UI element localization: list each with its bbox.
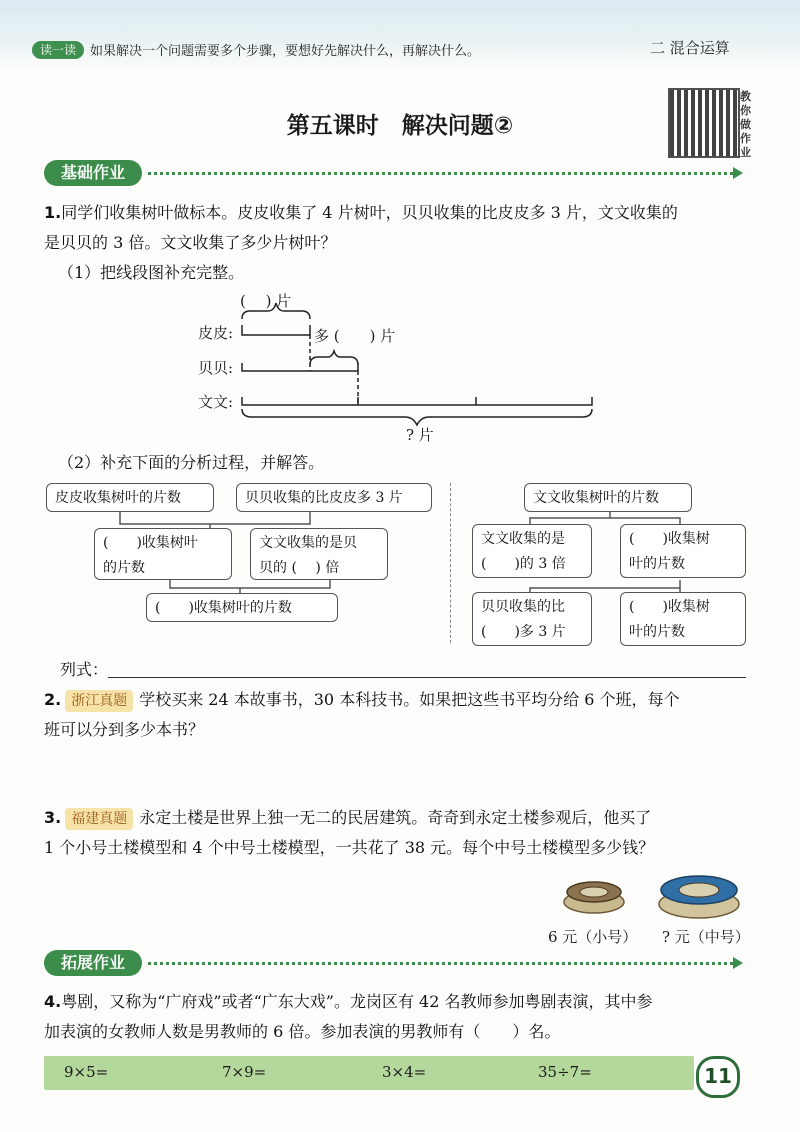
oral-calc-3: 3×4= <box>382 1063 427 1081</box>
right-box-more-three[interactable] <box>472 592 592 646</box>
question-3-line2: 1 个小号土楼模型和 4 个中号土楼模型，一共花了 38 元。每个中号土楼模型多少钱？ <box>44 838 655 857</box>
formula-label: 列式： <box>60 660 109 679</box>
question-1-text <box>44 198 764 258</box>
right-box-who-count-2-l1: ( )收集树 <box>629 599 710 615</box>
question-1-part2: （2）补充下面的分析过程，并解答。 <box>58 453 325 472</box>
medium-price-label: ? 元（中号） <box>662 928 750 946</box>
oral-calc-bar <box>44 1056 694 1090</box>
segment-beibei <box>242 363 358 371</box>
right-box-who-count-l1: ( )收集树 <box>629 531 710 547</box>
medium-tulou-icon <box>655 868 745 922</box>
section-divider <box>148 962 733 965</box>
small-tulou-icon <box>560 872 630 916</box>
reading-tip: 如果解决一个问题需要多个步骤，要想好先解决什么，再解决什么。 <box>90 44 481 59</box>
row-label-wenwen: 文文: <box>198 393 234 411</box>
section-basic-homework: 基础作业 <box>44 160 142 186</box>
question-1-part1: （1）把线段图补充完整。 <box>58 263 245 282</box>
section-extended-homework: 拓展作业 <box>44 950 142 976</box>
read-badge: 读一读 <box>32 41 84 59</box>
question-1-line1: 同学们收集树叶做标本。皮皮收集了 4 片树叶，贝贝收集的比皮皮多 3 片，文文收集的 <box>61 203 678 222</box>
left-box-pipi: 皮皮收集树叶的片数 <box>46 483 214 512</box>
segment-wenwen <box>242 397 592 405</box>
right-box-who-count-2-l2: 叶的片数 <box>629 624 685 640</box>
arrow-right-icon <box>733 167 743 179</box>
question-number: 3. <box>44 808 62 827</box>
oral-calc-2: 7×9= <box>222 1063 267 1081</box>
right-box-who-count-2[interactable] <box>620 592 746 646</box>
tag-fujian: 福建真题 <box>65 808 133 830</box>
right-box-three-times-l1: 文文收集的是 <box>481 531 565 547</box>
chapter-label: 二 混合运算 <box>650 39 730 57</box>
page-title: 第五课时 解决问题② <box>286 113 514 139</box>
small-price-label: 6 元（小号） <box>548 928 638 946</box>
pipi-count-label: ( ) 片 <box>240 292 292 310</box>
left-box-beibei-more: 贝贝收集的比皮皮多 3 片 <box>236 483 432 512</box>
right-box-three-times[interactable] <box>472 524 592 578</box>
question-4-text <box>44 987 764 1047</box>
brace-bottom <box>242 409 592 425</box>
arrow-right-icon <box>733 957 743 969</box>
question-number: 1. <box>44 203 62 222</box>
section-divider <box>148 172 733 175</box>
header-background <box>0 0 800 70</box>
left-box-times-l1: 文文收集的是贝 <box>259 535 357 551</box>
question-2-line2: 班可以分到多少本书？ <box>44 720 205 739</box>
oral-calc-4: 35÷7= <box>538 1063 592 1081</box>
more-label: 多 ( ) 片 <box>314 327 396 345</box>
question-3-line1: 永定土楼是世界上独一无二的民居建筑。奇奇到永定土楼参观后，他买了 <box>139 808 652 827</box>
right-box-who-count[interactable] <box>620 524 746 578</box>
question-3-text <box>44 803 764 863</box>
left-box-result[interactable]: ( )收集树叶的片数 <box>146 593 338 622</box>
question-number: 2. <box>44 690 62 709</box>
qr-code-icon[interactable] <box>668 88 740 158</box>
question-2-text <box>44 685 764 745</box>
question-4-line2: 加表演的女教师人数是男教师的 6 倍。参加表演的男教师有（ ）名。 <box>44 1022 561 1041</box>
tree-divider <box>450 483 451 643</box>
qr-caption: 教你做作业 <box>740 90 751 159</box>
left-box-who-count-l2: 的片数 <box>103 560 145 576</box>
question-4-line1: 粤剧，又称为“广府戏”或者“广东大戏”。龙岗区有 42 名教师参加粤剧表演，其中参 <box>61 992 653 1011</box>
question-number: 4. <box>44 992 62 1011</box>
right-box-who-count-l2: 叶的片数 <box>629 556 685 572</box>
row-label-pipi: 皮皮: <box>198 324 234 342</box>
question-2-line1: 学校买来 24 本故事书，30 本科技书。如果把这些书平均分给 6 个班，每个 <box>139 690 680 709</box>
segment-pipi <box>242 325 310 335</box>
left-box-times[interactable] <box>250 528 388 580</box>
right-box-wenwen: 文文收集树叶的片数 <box>524 483 692 512</box>
total-label: ? 片 <box>406 426 434 444</box>
right-box-more-three-l2: ( )多 3 片 <box>481 624 566 640</box>
left-box-who-count-l1: ( )收集树叶 <box>103 535 198 551</box>
left-box-times-l2: 贝的 ( ) 倍 <box>259 560 340 576</box>
brace-more <box>310 351 358 365</box>
row-label-beibei: 贝贝: <box>198 359 234 377</box>
question-1-line2: 是贝贝的 3 倍。文文收集了多少片树叶？ <box>44 233 337 252</box>
tag-zhejiang: 浙江真题 <box>65 690 133 712</box>
left-box-who-count[interactable] <box>94 528 232 580</box>
page-number: 11 <box>696 1056 740 1098</box>
oral-calc-1: 9×5= <box>64 1063 109 1081</box>
formula-answer-line[interactable] <box>108 677 746 678</box>
right-box-more-three-l1: 贝贝收集的比 <box>481 599 565 615</box>
right-box-three-times-l2: ( )的 3 倍 <box>481 556 566 572</box>
